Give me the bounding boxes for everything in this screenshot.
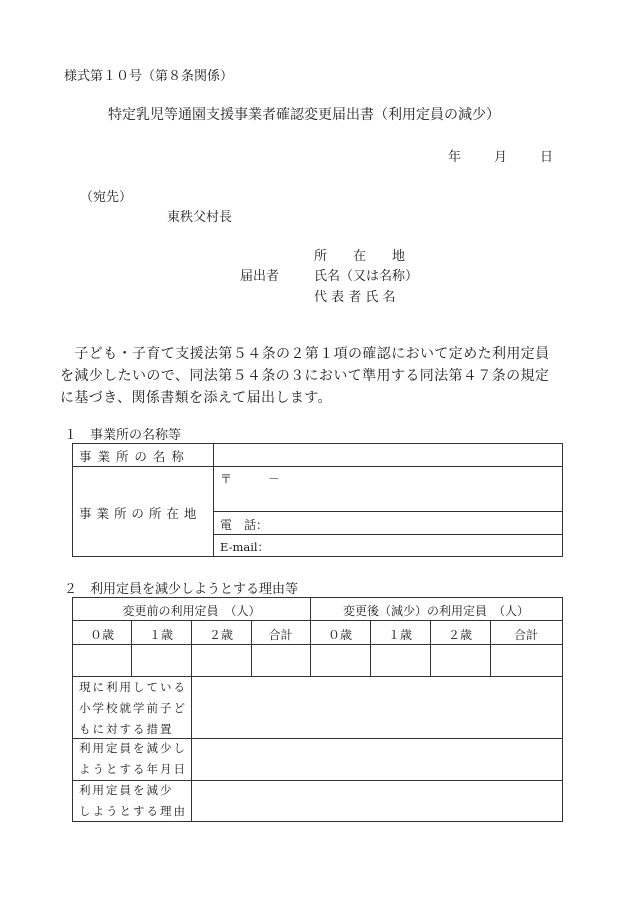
date-day: 日: [540, 150, 554, 165]
applicant-address-label: 所 在 地: [314, 249, 406, 264]
before-capacity-header: 変更前の利用定員 （人）: [122, 604, 261, 618]
before-age1-value[interactable]: [132, 646, 190, 674]
facility-name-label: 事 業 所 の 名 称: [79, 449, 185, 464]
reduction-reason-field[interactable]: [193, 782, 560, 820]
after-total-value[interactable]: [491, 646, 561, 674]
after-age0-value[interactable]: [311, 646, 369, 674]
after-capacity-header: 変更後（減少）の利用定員 （人）: [342, 604, 529, 618]
applicant-representative-label: 代 表 者 氏 名: [314, 290, 396, 305]
after-age1-value[interactable]: [371, 646, 429, 674]
before-total-header: 合計: [268, 628, 293, 642]
before-age1-header: １歳: [148, 628, 173, 642]
before-age0-value[interactable]: [74, 646, 130, 674]
body-line: を減少したいので、同法第５４条の３において準用する同法第４７条の規定: [60, 368, 550, 384]
body-paragraph: [60, 343, 572, 409]
postal-code-field[interactable]: 〒 －: [220, 472, 281, 486]
addressee-name: 東秩父村長: [167, 210, 233, 225]
measures-field[interactable]: [193, 678, 560, 736]
reduction-date-label: 利用定員を減少し ようとする年月日: [79, 741, 187, 776]
section2-heading: ２ 利用定員を減少しようとする理由等: [64, 582, 299, 597]
before-age2-header: ２歳: [208, 628, 233, 642]
addressee-label: （宛先）: [80, 190, 133, 205]
before-age2-value[interactable]: [192, 646, 250, 674]
applicant-label: 届出者: [240, 269, 280, 284]
after-age1-header: １歳: [387, 628, 412, 642]
facility-address-label: 事 業 所 の 所 在 地: [79, 506, 197, 521]
document-title: 特定乳児等通園支援事業者確認変更届出書（利用定員の減少）: [108, 107, 500, 123]
after-total-header: 合計: [513, 628, 538, 642]
after-age2-value[interactable]: [431, 646, 489, 674]
form-number: 様式第１０号（第８条関係）: [64, 69, 234, 84]
after-age2-header: ２歳: [447, 628, 472, 642]
section1-heading: １ 事業所の名称等: [64, 428, 182, 443]
reduction-date-field[interactable]: [193, 740, 560, 778]
before-age0-header: ０歳: [89, 628, 114, 642]
body-line: 子ども・子育て支援法第５４条の２第１項の確認において定めた利用定員: [60, 346, 550, 362]
after-age0-header: ０歳: [327, 628, 352, 642]
applicant-name-label: 氏名（又は名称）: [314, 269, 419, 284]
email-field[interactable]: E-mail：: [220, 540, 270, 554]
capacity-reduction-table: [72, 597, 563, 822]
measures-label: 現に利用している 小学校就学前子ど もに対する措置: [79, 680, 187, 736]
before-total-value[interactable]: [252, 646, 309, 674]
body-line: に基づき、関係書類を添えて届出します。: [60, 390, 332, 406]
date-month: 月: [494, 150, 508, 165]
reduction-reason-label: 利用定員を減少 しようとする理由: [79, 783, 187, 818]
facility-info-table: [72, 443, 563, 557]
phone-field[interactable]: 電 話：: [220, 518, 269, 532]
date-year: 年: [448, 150, 462, 165]
